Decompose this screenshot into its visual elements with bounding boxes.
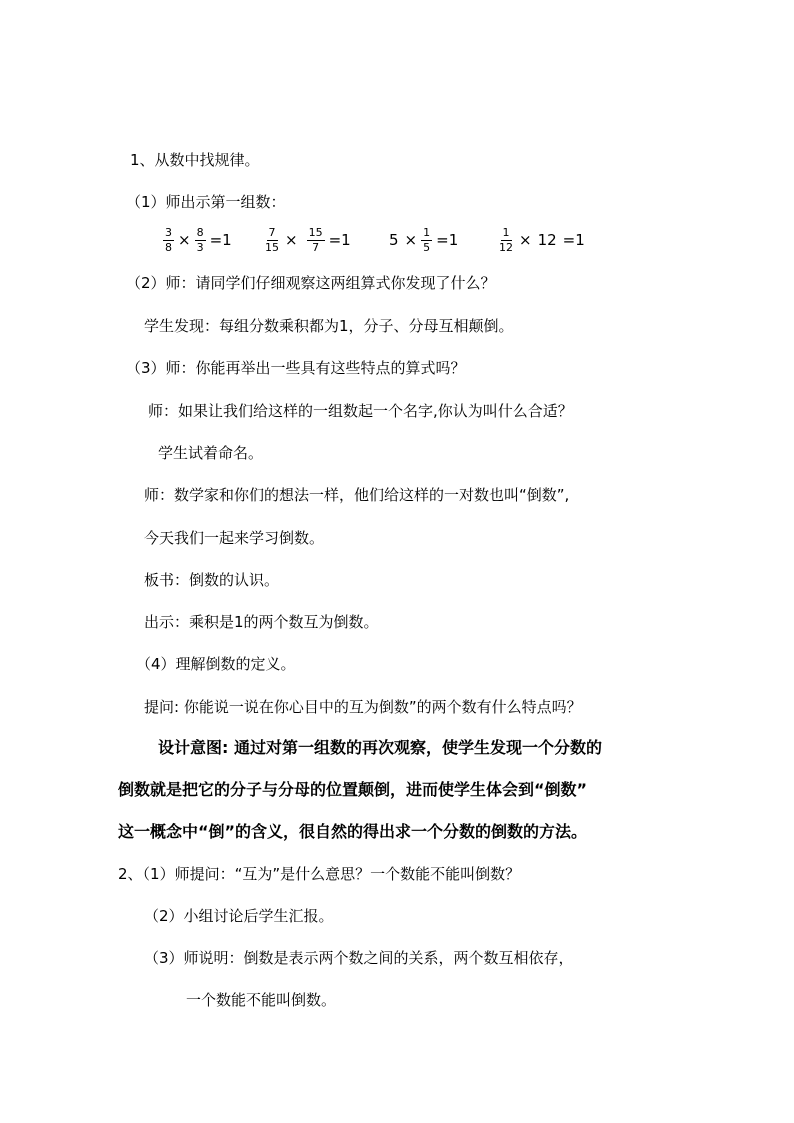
equation-1 (162, 222, 235, 258)
equation-3: 5 × $\frac{1}{5}$ =1 (389, 225, 459, 254)
board-title: 板书：倒数的认识。 (144, 571, 280, 589)
fraction: $\frac{1}{5}$ (423, 225, 431, 254)
step-4-text: （4）理解倒数的定义。 (136, 655, 296, 673)
equation-2 (262, 222, 354, 258)
group-discussion: （2）小组讨论后学生汇报。 (144, 907, 334, 925)
teacher-note: （3）师说明：倒数是表示两个数之间的关系，两个数互相依存， (144, 949, 574, 967)
equation-row (0, 222, 794, 258)
question-prompt: 提问: 你能说一说在你心目中的互为倒数”的两个数有什么特点吗？ (144, 698, 582, 716)
fraction: $\frac{7}{15}$ (265, 225, 279, 254)
fraction: $\frac{1}{12}$ (499, 225, 513, 254)
heading-2: 2、（1）师提问：“互为”是什么意思？一个数能不能叫倒数？ (118, 865, 521, 883)
student-finding: 学生发现：每组分数乘积都为1，分子、分母互相颠倒。 (144, 317, 514, 335)
teacher-question: 师：如果让我们给这样的一组数起一个名字,你认为叫什么合适？ (148, 402, 573, 420)
student-naming: 学生试着命名。 (158, 444, 264, 462)
step-3-text: （3）师：你能再举出一些具有这些特点的算式吗？ (126, 359, 466, 377)
fraction: $\frac{8}{3}$ (196, 225, 204, 254)
result: =1 (209, 231, 232, 249)
definition: 出示：乘积是1的两个数互为倒数。 (144, 613, 379, 631)
step-1-text: （1）师出示第一组数： (126, 193, 286, 211)
design-intent: 设计意图: 通过对第一组数的再次观察，使学生发现一个分数的 (158, 738, 602, 757)
equation-4: $\frac{1}{12}$ × 12 =1 (499, 225, 585, 254)
teacher-explain: 师：数学家和你们的想法一样，他们给这样的一对数也叫“倒数”, (144, 486, 570, 504)
fraction: $\frac{3}{8}$ (165, 225, 172, 254)
times-sign: × (285, 231, 298, 249)
result: =1 (328, 231, 351, 249)
times-sign: × (404, 231, 418, 249)
fraction: $\frac{15}{7}$ (308, 225, 323, 254)
design-intent-cont-1: 倒数就是把它的分子与分母的位置颠倒，进而使学生体会到“倒数” (118, 780, 588, 799)
result: =1 (562, 231, 585, 249)
times-sign: × (178, 231, 191, 249)
teacher-note-cont: 一个数能不能叫倒数。 (186, 991, 337, 1009)
step-2-text: （2）师：请同学们仔细观察这两组算式你发现了什么？ (126, 274, 496, 292)
teacher-explain-cont: 今天我们一起来学习倒数。 (144, 529, 325, 547)
design-intent-cont-2: 这一概念中“倒”的含义，很自然的得出求一个分数的倒数的方法。 (118, 822, 588, 841)
heading-1: 1、从数中找规律。 (130, 151, 260, 169)
result: =1 (436, 231, 459, 249)
times-sign: × (519, 231, 532, 249)
